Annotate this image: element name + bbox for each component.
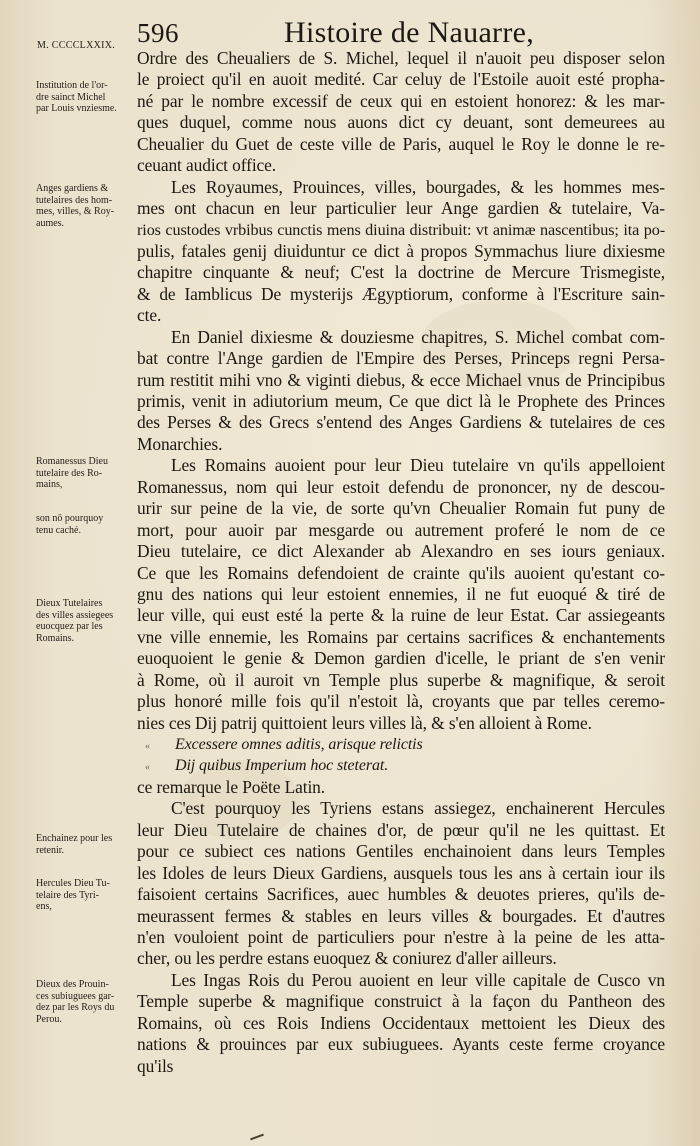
text-line: nations & prouinces par eux subiuguees. Ayants ceste ferme croyance <box>137 1034 665 1055</box>
text-line: chapitre cinquante & neuf; C'est la doctrine de Mercure Trismegiste, <box>137 262 665 283</box>
text-line: Romanessus, nom qui leur estoit defendu de prononcer, ny de descou- <box>137 476 665 497</box>
quote-mark: « <box>145 762 150 774</box>
text-line: le proiect qu'il en auoit medité. Car celuy de l'Estoile auoit esté propha- <box>137 69 665 90</box>
margin-note: Anges gardiens & tutelaires des hom- mes, villes, & Roy- aumes. <box>36 183 115 229</box>
text-line: « Dij quibus Imperium hoc steterat. <box>137 755 665 776</box>
text-line: Ordre des Cheualiers de S. Michel, lequel il n'auoit peu disposer selon <box>137 48 665 68</box>
text-line: rum restitit mihi vno & viginti diebus, & ecce Michael vnus de Principibus <box>137 369 665 390</box>
text-line: Monarchies. <box>137 433 223 454</box>
text-line: mort, pour auoir par mesgarde ou autrement proferé le nom de ce <box>137 519 665 540</box>
text-line: Ce que les Romains defendoient de crainte qu'ils auoient qu'estant co- <box>137 562 665 583</box>
text-line: plus honoré mille fois qu'il n'estoit là, croyants que par telles ceremo- <box>137 691 665 712</box>
text-line: bat contre l'Ange gardien de l'Empire des Perses, Princeps regni Persa- <box>137 348 665 369</box>
text-line: gnu des nations qui leur estoient ennemies, il ne fut euoqué & tiré de <box>137 583 665 604</box>
text-line: primis, venit in adiutorium meum, Ce que dict là le Prophete des Princes <box>137 391 665 411</box>
text-line: rios custodes vrbibus cunctis mens diuina distribuit: vt animæ nascentibus; ita po- <box>137 220 665 239</box>
margin-note: Dieux Tutelaires des villes assiegees euocquez par les Romains. <box>36 598 114 644</box>
body-text <box>137 48 665 1077</box>
printer-mark <box>250 1134 264 1141</box>
text-line: Romains, où ces Rois Indiens Occidentaux mettoient les Dieux des <box>137 1012 665 1033</box>
text-line: C'est pourquoy les Tyriens estans assiegez, enchainerent Hercules <box>171 798 665 819</box>
text-line: & de Iamblicus De mysterijs Ægyptiorum, conforme à l'Escriture sain- <box>137 283 665 304</box>
text-line: né par le nombre excessif de ceux qui en estoient honorez: & les mar- <box>137 90 665 111</box>
margin-note: Dieux des Prouin- ces subiuguees gar- dez par les Roys du Perou. <box>36 979 115 1025</box>
text-line: leur ville, qui eust esté la perte & la ruine de leur Estat. Car assiegeants <box>137 605 665 626</box>
text-line: leur Dieu Tutelaire de chaines d'or, de pœur qu'il ne les quittast. Et <box>137 819 665 840</box>
text-line: Les Romains auoient pour leur Dieu tutelaire vn qu'ils appelloient <box>171 455 665 476</box>
margin-note: son nō pourquoy tenu caché. <box>36 513 104 536</box>
running-title: Histoire de Nauarre, <box>284 16 535 49</box>
text-line: faisoient certains Sacrifices, auec humbles & deuotes prieres, qu'ils de- <box>137 884 665 905</box>
text-line: euoquoient le genie & Demon gardien d'icelle, le priant de s'en venir <box>137 648 665 669</box>
text-line: « Excessere omnes aditis, arisque relictis <box>137 734 665 755</box>
margin-note: Hercules Dieu Tu- telaire des Tyri- ens, <box>36 878 110 912</box>
margin-note: Romanessus Dieu tutelaire des Ro- mains, <box>36 456 108 490</box>
text-line: pulis, fatales genij diuiduntur ce dict à propos Symmachus liure dixiesme <box>137 240 665 261</box>
text-line: n'en vouloient point de particuliers pour n'estre à la peine de les atta- <box>137 926 665 947</box>
text-line: nies ces Dij patrij quittoient leurs villes là, & s'en alloient à Rome. <box>137 712 592 733</box>
text-line: Cheualier du Guet de ceste ville de Paris, auquel le Roy le donne le re- <box>137 133 665 154</box>
text-line: Les Ingas Rois du Perou auoient en leur ville capitale de Cusco vn <box>171 969 665 990</box>
margin-note: Enchainez pour les retenir. <box>36 833 113 856</box>
text-line: En Daniel dixiesme & douziesme chapitres, S. Michel combat com- <box>171 326 665 347</box>
text-line: ce remarque le Poëte Latin. <box>137 776 326 797</box>
text-line: à Rome, où il auroit vn Temple plus superbe & magnifique, & seroit <box>137 669 665 690</box>
text-line: ques duquel, comme nous auons dict cy deuant, sont demeurees au <box>137 112 665 133</box>
text-line: qu'ils <box>137 1055 174 1076</box>
text-line: cte. <box>137 305 162 326</box>
text-line: Les Royaumes, Prouinces, villes, bourgades, & les hommes mes- <box>171 176 665 197</box>
text-line: cher, ou les perdre estans euoquez & coniurez d'aller ailleurs. <box>137 948 557 969</box>
page-number: 596 <box>137 18 179 48</box>
text-line: ceuant audict office. <box>137 155 277 176</box>
margin-year-note: M. CCCCLXXIX. <box>37 40 116 51</box>
text-line: meurassent fermes & stables en leurs villes & bourgades. Et d'autres <box>137 905 665 926</box>
text-line: urir sur peine de la vie, de sorte qu'vn Cheualier Romain fut puny de <box>137 498 665 519</box>
text-line: mes ont chacun en leur particulier leur Ange gardien & tutelaire, Va- <box>137 198 665 219</box>
text-line: les Idoles de leurs Dieux Gardiens, ausquels tous les ans à certain iour ils <box>137 862 665 883</box>
text-line: des Perses & des Grecs s'entend des Anges Gardiens & tutelaires de ces <box>137 412 665 433</box>
text-line: Dieu tutelaire, ce dict Alexander ab Alexandro en ses iours geniaux. <box>137 541 665 562</box>
text-line: Temple superbe & magnifique construict à la façon du Pantheon des <box>137 991 665 1012</box>
text-line: pour ce subiect ces nations Gentiles enchainoient dans leurs Temples <box>137 841 665 862</box>
text-line: vne ville ennemie, les Romains par certains sacrifices & enchantements <box>137 626 665 647</box>
margin-note: Institution de l'or- dre sainct Michel par Louis vnziesme. <box>36 80 117 114</box>
quote-mark: « <box>145 741 150 752</box>
